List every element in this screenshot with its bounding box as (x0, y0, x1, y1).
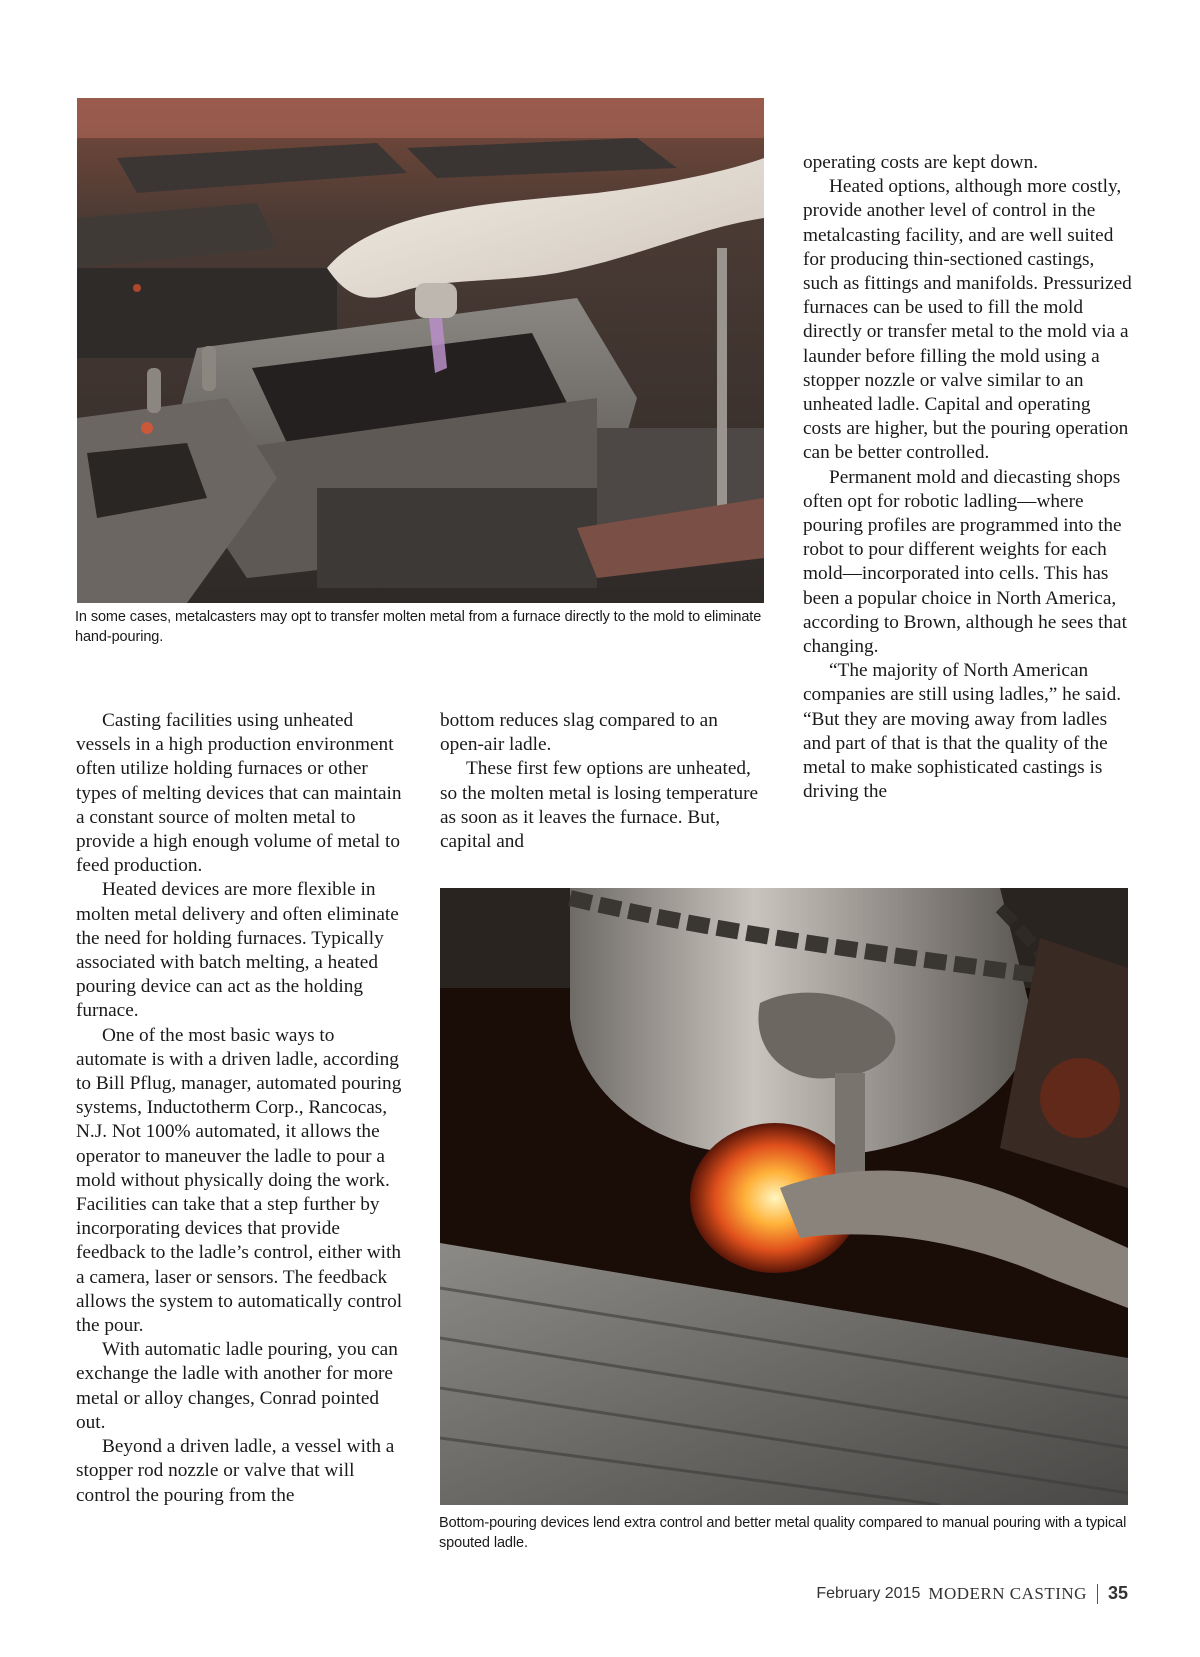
mold-transfer-illustration (77, 98, 764, 603)
figure-1-caption: In some cases, metalcasters may opt to transfer molten metal from a furnace directly to the mold to eliminate hand-pouring. (75, 609, 762, 645)
paragraph: Heated devices are more flexible in molten metal delivery and often eliminate the need for holding furnaces. Typically associated with batch melting, a heated pouring device can act as the holding furnace. (76, 879, 399, 1022)
footer-divider (1097, 1584, 1098, 1604)
paragraph: Permanent mold and diecasting shops often opt for robotic ladling—where pouring profiles are programmed into the robot to pour different weights for each mold—incorporated into cells. This has been a popular choice in North America, according to Brown, although he sees that changing. (803, 466, 1127, 658)
figure-2-photo (440, 888, 1128, 1505)
page-footer (816, 1583, 1128, 1604)
issue-date: February 2015 (816, 1584, 921, 1602)
bottom-pour-illustration (440, 888, 1128, 1505)
paragraph: Heated options, although more costly, provide another level of control in the metalcasting facility, and are well suited for producing thin-sectioned castings, such as fittings and manifolds. Pressurized furnaces can be used to fill the mold directly or transfer metal to the mold via a launder before filling the mold using a stopper nozzle or valve similar to an unheated ladle. Capital and operating costs are higher, but the pouring operation can be better controlled. (803, 176, 1132, 464)
figure-1-photo (77, 98, 764, 603)
paragraph: Beyond a driven ladle, a vessel with a stopper rod nozzle or valve that will control the pouring from the (76, 1436, 395, 1506)
article-column-2 (440, 709, 760, 854)
page-number: 35 (1107, 1583, 1128, 1603)
paragraph: One of the most basic ways to automate is with a driven ladle, according to Bill Pflug, manager, automated pouring systems, Inductotherm Corp., Rancocas, N.J. Not 100% automated, it allows the operator to maneuver the ladle to pour a mold without physically doing the work. Facilities can take that a step further by incorporating devices that provide feedback to the ladle’s control, either with a camera, laser or sensors. The feedback allows the system to automatically control the pour. (76, 1024, 403, 1337)
paragraph: bottom reduces slag compared to an open-air ladle. (440, 710, 718, 756)
paragraph: Casting facilities using unheated vessels in a high production environment often utilize holding furnaces or other types of melting devices that can maintain a constant source of molten metal to provide a high enough volume of metal to feed production. (76, 710, 402, 877)
paragraph: These first few options are unheated, so the molten metal is losing temperature as soon as it leaves the furnace. But, capital and (440, 758, 759, 853)
paragraph: “The majority of North American companies are still using ladles,” he said. “But they are moving away from ladles and part of that is that the quality of the metal to make sophisticated castings is driving the (803, 660, 1122, 803)
article-column-1 (76, 709, 406, 1508)
magazine-name: MODERN CASTING (928, 1583, 1087, 1603)
figure-2-caption: Bottom-pouring devices lend extra control and better metal quality compared to manual pouring with a typical spouted ladle. (439, 1515, 1127, 1551)
paragraph: operating costs are kept down. (803, 152, 1039, 173)
paragraph: With automatic ladle pouring, you can exchange the ladle with another for more metal or alloy changes, Conrad pointed out. (76, 1339, 398, 1433)
article-column-3 (803, 151, 1133, 804)
